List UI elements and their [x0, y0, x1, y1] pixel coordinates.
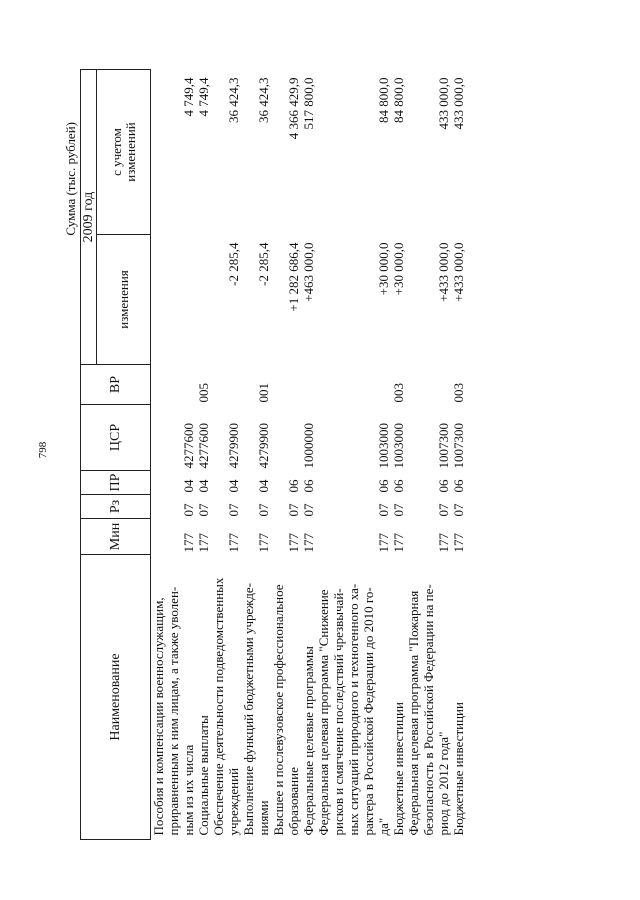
row-change: +30 000,0: [376, 242, 391, 296]
table-row: [316, 70, 391, 840]
row-name-line: Федеральная целевая программа "Пожарная: [406, 590, 421, 836]
row-name: [151, 555, 197, 840]
row-rz: 07: [196, 503, 211, 517]
row-name-line: рактера в Российской Федерации до 2010 го-: [361, 587, 376, 836]
row-name-line: Бюджетные инвестиции: [451, 702, 466, 836]
row-rz: 07: [376, 503, 391, 517]
row-name-line: ниями: [256, 800, 271, 836]
row-rz: 07: [391, 503, 406, 517]
row-name-line: безопасность в Российской Федерации на пе-: [421, 584, 436, 836]
row-csr: 4279900: [226, 423, 241, 469]
row-vr: [316, 365, 391, 405]
row-min: 177: [196, 533, 211, 553]
header-with-changes: [97, 70, 151, 235]
row-vr: [301, 365, 316, 405]
row-name: [241, 555, 271, 840]
row-name-line: учреждений: [226, 767, 241, 836]
table-row: [241, 70, 271, 840]
row-name-line: образование: [286, 767, 301, 836]
row-vr: [211, 365, 241, 405]
row-change: -2 285,4: [256, 242, 271, 286]
table-row: [301, 70, 316, 840]
row-name-line: Высшее и послевузовское профессиональное: [271, 584, 286, 836]
row-total: 36 424,3: [226, 77, 241, 123]
row-total: 84 800,0: [391, 77, 406, 123]
row-name: [271, 555, 301, 840]
row-csr: 1003000: [391, 423, 406, 469]
row-min: 177: [226, 533, 241, 553]
row-change: +1 282 686,4: [286, 242, 301, 312]
row-min: 177: [301, 533, 316, 553]
header-rz: Рз: [81, 495, 151, 519]
row-name: [451, 555, 466, 840]
row-name-line: Обеспечение деятельности подведомственных: [211, 577, 226, 836]
row-vr: 005: [196, 383, 211, 403]
row-change: [151, 235, 197, 365]
row-pr: 06: [451, 479, 466, 493]
row-total: 36 424,3: [256, 77, 271, 123]
header-year: 2009 год: [81, 70, 97, 365]
row-change: +30 000,0: [391, 242, 406, 296]
row-change: +433 000,0: [436, 242, 451, 302]
row-rz: 07: [226, 503, 241, 517]
row-name-line: ных ситуаций природного и техногенного ха-: [346, 583, 361, 836]
row-name-line: Выполнение функций бюджетными учрежде-: [241, 582, 256, 836]
row-rz: 07: [436, 503, 451, 517]
units-caption: Сумма (тыс. рублей): [63, 122, 78, 236]
row-total: 433 000,0: [436, 77, 451, 130]
row-total: 4 749,4: [181, 77, 196, 117]
row-vr: 003: [391, 383, 406, 403]
row-csr: [271, 405, 301, 471]
page-number: 798: [37, 441, 49, 459]
row-pr: 06: [376, 479, 391, 493]
row-name-line: да": [376, 817, 391, 836]
row-rz: 07: [286, 503, 301, 517]
table-row: [211, 70, 241, 840]
row-pr: 04: [256, 479, 271, 493]
row-pr: 04: [196, 479, 211, 493]
row-name-line: приравненным к ним лицам, а также уволен-: [166, 586, 181, 836]
row-total: 4 366 429,9: [286, 77, 301, 140]
row-name: [391, 555, 406, 840]
row-vr: [406, 365, 451, 405]
row-name-line: риод до 2012 года": [436, 731, 451, 836]
row-min: 177: [181, 533, 196, 553]
row-name: [301, 555, 316, 840]
row-csr: 1000000: [301, 423, 316, 469]
row-rz: 07: [301, 503, 316, 517]
table-row: [406, 70, 451, 840]
row-csr: 1007300: [451, 423, 466, 469]
row-pr: 06: [286, 479, 301, 493]
row-total: 433 000,0: [451, 77, 466, 130]
row-total: 517 800,0: [301, 77, 316, 130]
row-total: 84 800,0: [376, 77, 391, 123]
row-name-line: Социальные выплаты: [196, 715, 211, 836]
row-pr: 06: [301, 479, 316, 493]
row-min: 177: [256, 533, 271, 553]
row-change: +463 000,0: [301, 242, 316, 302]
row-csr: 1003000: [376, 423, 391, 469]
row-name: [196, 555, 211, 840]
row-min: 177: [376, 533, 391, 553]
header-csr: ЦСР: [81, 405, 151, 471]
row-csr: 1007300: [436, 423, 451, 469]
row-min: 177: [451, 533, 466, 553]
row-csr: 4279900: [256, 423, 271, 469]
row-min: 177: [391, 533, 406, 553]
budget-table: [80, 69, 466, 840]
row-name-line: Федеральная целевая программа "Снижение: [316, 589, 331, 836]
row-pr: 04: [181, 479, 196, 493]
row-name-line: рисков и смягчение последствий чрезвычай-: [331, 588, 346, 836]
row-rz: 07: [256, 503, 271, 517]
row-min: 177: [286, 533, 301, 553]
header-vr: ВР: [81, 365, 151, 405]
row-pr: 06: [436, 479, 451, 493]
header-min: Мин: [81, 519, 151, 555]
row-vr: [151, 365, 197, 405]
row-rz: 07: [451, 503, 466, 517]
row-total: 4 749,4: [196, 77, 211, 117]
row-name-line: Бюджетные инвестиции: [391, 702, 406, 836]
row-pr: 04: [226, 479, 241, 493]
header-with-changes-line2: изменений: [122, 122, 138, 182]
table-row: [391, 70, 406, 840]
row-change: +433 000,0: [451, 242, 466, 302]
header-changes: изменения: [97, 235, 151, 365]
row-name: [211, 555, 241, 840]
row-csr: 4277600: [196, 423, 211, 469]
row-name-line: ным из их числа: [181, 744, 196, 836]
row-change: -2 285,4: [226, 242, 241, 286]
row-name: [316, 555, 391, 840]
row-name: [406, 555, 451, 840]
row-vr: [271, 365, 301, 405]
header-with-changes-line1: с учетом: [108, 128, 124, 176]
row-vr: 001: [256, 383, 271, 403]
table-row: [196, 70, 211, 840]
table-row: [451, 70, 466, 840]
row-csr: 4277600: [181, 423, 196, 469]
table-body: [151, 70, 467, 840]
row-change: [196, 235, 211, 365]
row-min: 177: [436, 533, 451, 553]
table-row: [271, 70, 301, 840]
row-pr: 06: [391, 479, 406, 493]
row-name-line: Пособия и компенсации военнослужащим,: [151, 597, 166, 836]
header-pr: ПР: [81, 471, 151, 495]
header-name: Наименование: [81, 555, 151, 840]
row-rz: 07: [181, 503, 196, 517]
row-vr: 003: [451, 383, 466, 403]
row-name-line: Федеральные целевые программы: [301, 646, 316, 836]
table-row: [151, 70, 197, 840]
